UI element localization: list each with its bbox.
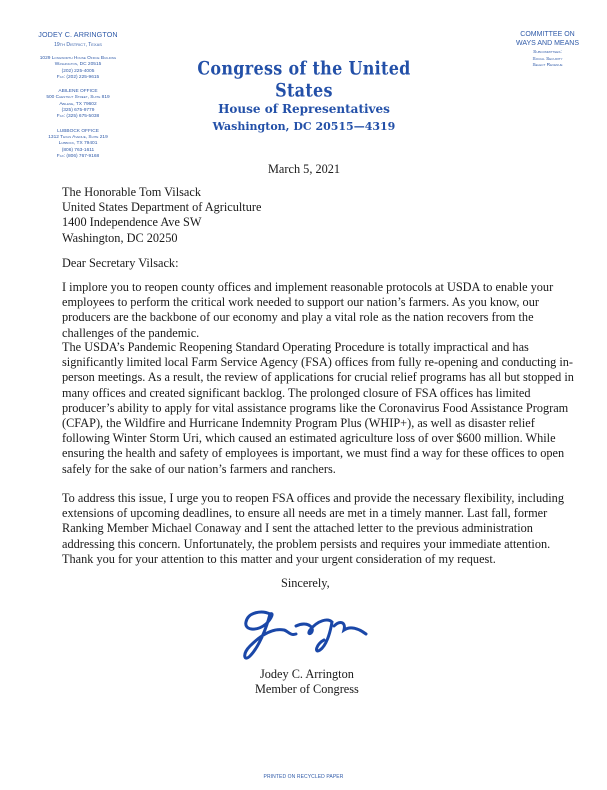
body-paragraph: To address this issue, I urge you to reopen FSA offices and provide the necessary flexibility, including extensions of upcoming deadlines, to ensure all needs are met in a timely manner. Last fall, former Ranking Member Michael Conaway and I sent the attached letter to the previous administration addressing this concern. Unfortunately, the problem persists and requires your immediate attention. Thank you for your attention to this matter and your urgent consideration of my request. xyxy=(62,491,564,566)
salutation: Dear Secretary Vilsack: xyxy=(62,256,179,270)
office-line: Abilene, TX 79602 xyxy=(59,101,97,107)
closing: Sincerely, xyxy=(281,576,330,590)
congress-title: Congress of the United States xyxy=(197,57,411,101)
recycled-paper-note: PRINTED ON RECYCLED PAPER xyxy=(263,774,344,780)
letter-date: March 5, 2021 xyxy=(268,162,341,176)
signer-title: Member of Congress xyxy=(255,682,359,697)
signature-image xyxy=(240,600,370,670)
office-fax: Fax: (202) 225-9615 xyxy=(56,74,100,80)
recipient-address xyxy=(62,185,261,246)
member-district: 19th District, Texas xyxy=(54,42,102,48)
office-line: 1312 Texas Avenue, Suite 219 xyxy=(48,134,108,140)
letterhead-member-block xyxy=(0,0,156,160)
member-name: JODEY C. ARRINGTON xyxy=(38,30,118,39)
office-label: LUBBOCK OFFICE xyxy=(57,128,99,134)
office-phone: (806) 763-1611 xyxy=(61,147,95,153)
subcommittees-label: Subcommittees: xyxy=(533,50,562,55)
house-title: House of Representatives xyxy=(218,102,390,116)
office-fax: Fax: (325) 675-5038 xyxy=(56,114,100,120)
office-phone: (202) 225-4005 xyxy=(61,68,95,74)
body-paragraph: I implore you to reopen county offices and implement reasonable protocols at USDA to enable your employees to perform the critical work needed to support our nation’s farmers. As you know, our producers are the backbone of our economy and play a vital role as the nation recovers from the challenges of the pandemic. xyxy=(62,280,554,340)
committee-line2: WAYS AND MEANS xyxy=(515,40,579,47)
office-lubbock xyxy=(0,129,156,160)
office-phone: (325) 675-9779 xyxy=(61,108,95,114)
office-dc xyxy=(0,56,156,81)
office-fax: Fax: (806) 767-9168 xyxy=(56,153,100,159)
office-line: Washington, DC 20515 xyxy=(54,62,102,68)
recipient-line: The Honorable Tom Vilsack xyxy=(62,185,201,199)
office-line: Lubbock, TX 79401 xyxy=(58,141,98,147)
committee-line1: COMMITTEE ON xyxy=(520,31,575,38)
office-label: ABILENE OFFICE xyxy=(58,89,98,95)
office-line: 500 Chestnut Street, Suite 819 xyxy=(46,95,110,101)
subcommittee-item: Select Revenue xyxy=(532,63,563,68)
body-paragraph: The USDA’s Pandemic Reopening Standard Operating Procedure is totally impractical and has significantly limited local Farm Service Agency (FSA) offices from fully re-opening and conducting in-person meetings. As a result, the review of applications for crucial relief programs has all but stopped in many offices and created significant backlog. The prolonged closure of FSA offices has limited producer’s ability to apply for vital assistance programs like the Coronavirus Food Assistance Program (CFAP), the Wildfire and Hurricane Indemnity Program Plus (WHIP+), as well as disaster relief following Winter Storm Uri, which caused an estimated agriculture loss of over $600 million. While ensuring the health and safety of employees is important, we must find a way for these offices to open safely for the sake of our nation’s farmers and ranchers. xyxy=(62,340,574,476)
recipient-line: 1400 Independence Ave SW xyxy=(62,215,202,230)
letterhead-committee-block xyxy=(488,0,607,70)
house-address: Washington, DC 20515—4319 xyxy=(212,120,396,133)
subcommittee-item: Social Security xyxy=(532,56,563,62)
office-line: 1029 Longworth House Office Building xyxy=(39,56,117,61)
signer-name: Jodey C. Arrington xyxy=(259,667,354,681)
office-abilene xyxy=(0,89,156,120)
recipient-line: United States Department of Agriculture xyxy=(62,200,262,215)
signer-block xyxy=(255,667,359,697)
recipient-line: Washington, DC 20250 xyxy=(62,230,178,245)
letterhead-congress-block xyxy=(170,57,438,133)
